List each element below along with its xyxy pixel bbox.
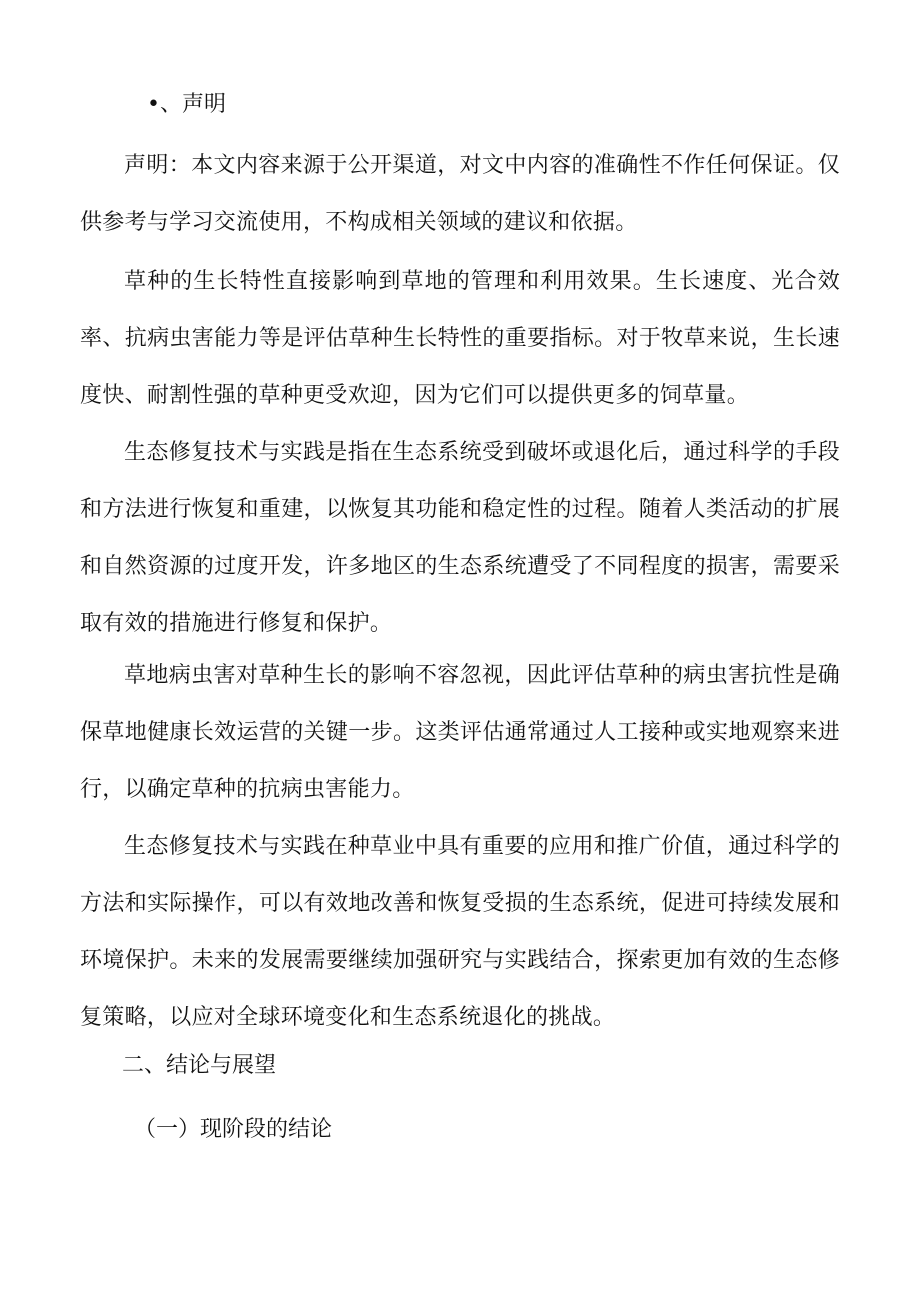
- paragraph-pest-resistance: 草地病虫害对草种生长的影响不容忽视，因此评估草种的病虫害抗性是确保草地健康长效运营的关键一步。这类评估通常通过人工接种或实地观察来进行，以确定草种的抗病虫害能力。: [80, 663, 840, 802]
- paragraph-disclaimer: 声明：本文内容来源于公开渠道，对文中内容的准确性不作任何保证。仅供参考与学习交流使用，不构成相关领域的建议和依据。: [80, 153, 840, 235]
- paragraph-ecological-restoration: 生态修复技术与实践是指在生态系统受到破坏或退化后，通过科学的手段和方法进行恢复和重建，以恢复其功能和稳定性的过程。随着人类活动的扩展和自然资源的过度开发，许多地区的生态系统遭受了不同程度的损害，需要采取有效的措施进行修复和保护。: [80, 440, 840, 636]
- conclusion-heading: 二、结论与展望: [122, 1053, 277, 1078]
- disclaimer-heading: •、声明: [147, 92, 226, 117]
- paragraph-growth-traits: 草种的生长特性直接影响到草地的管理和利用效果。生长速度、光合效率、抗病虫害能力等是评估草种生长特性的重要指标。对于牧草来说，生长速度快、耐割性强的草种更受欢迎，因为它们可以提供更多的饲草量。: [80, 269, 840, 408]
- paragraph-restoration-value: 生态修复技术与实践在种草业中具有重要的应用和推广价值，通过科学的方法和实际操作，可以有效地改善和恢复受损的生态系统，促进可持续发展和环境保护。未来的发展需要继续加强研究与实践结合，探索更加有效的生态修复策略，以应对全球环境变化和生态系统退化的挑战。: [80, 834, 840, 1030]
- current-conclusion-subheading: （一）现阶段的结论: [134, 1117, 333, 1142]
